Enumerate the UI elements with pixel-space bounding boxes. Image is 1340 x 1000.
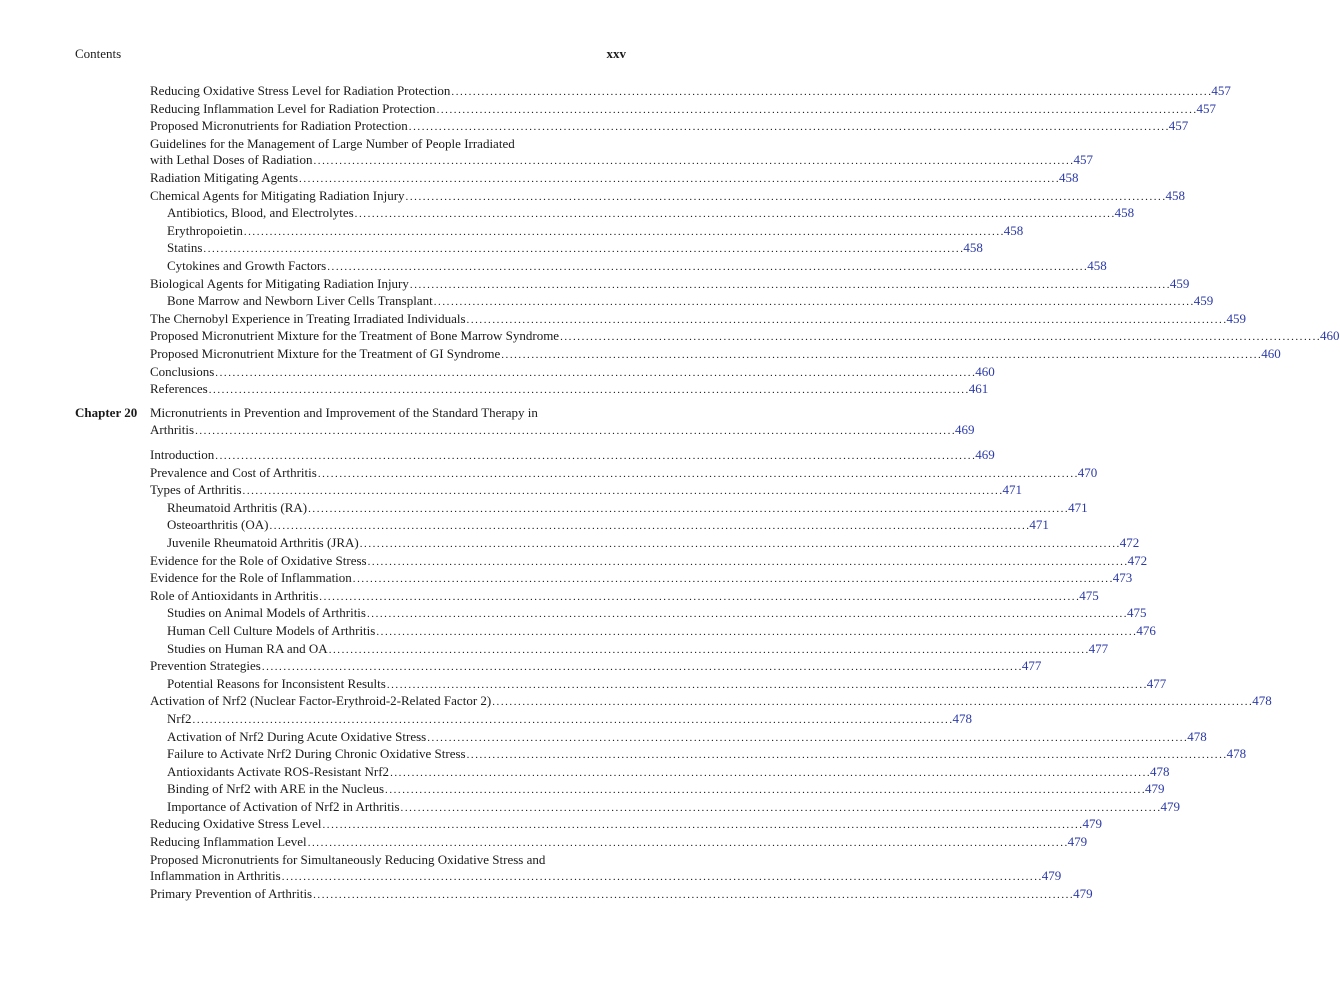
toc-entry <box>150 464 1098 483</box>
toc-entry-row[interactable] <box>150 345 1281 364</box>
toc-entry-page-link[interactable]: 478 <box>952 710 973 726</box>
dot-leader <box>451 83 1210 101</box>
toc-entry-page-link[interactable]: 475 <box>1079 587 1099 603</box>
toc-entry-text: Potential Reasons for Inconsistent Results <box>167 675 386 691</box>
toc-entry-page-link[interactable]: 471 <box>1029 517 1049 533</box>
dot-leader <box>406 188 1165 206</box>
chapter-title-row[interactable] <box>150 421 975 440</box>
dot-leader <box>353 570 1112 588</box>
dot-leader <box>215 447 974 465</box>
toc-entry-page-link[interactable]: 472 <box>1127 552 1148 568</box>
dot-leader <box>401 799 1160 817</box>
toc-entry-row[interactable] <box>150 275 1190 294</box>
toc-entry-text: Types of Arthritis <box>150 482 242 498</box>
toc-entry-text: Activation of Nrf2 During Acute Oxidative Stress <box>167 728 427 744</box>
toc-entry <box>150 693 1272 711</box>
toc-section-radiation <box>150 83 1340 399</box>
toc-entry-row[interactable] <box>150 240 983 258</box>
dot-leader <box>262 658 1021 676</box>
toc-entry <box>150 257 1107 276</box>
dot-leader <box>501 346 1260 364</box>
toc-entry-row[interactable] <box>150 205 1135 223</box>
toc-entry-page-link[interactable]: 477 <box>1146 675 1167 691</box>
toc-entry-row[interactable] <box>150 710 973 729</box>
dot-leader <box>308 834 1067 852</box>
toc-entry-text: Prevalence and Cost of Arthritis <box>150 464 317 480</box>
toc-entry-text: Proposed Micronutrient Mixture for the Treatment of GI Syndrome <box>150 345 501 361</box>
toc-entry-text: Activation of Nrf2 (Nuclear Factor-Erythroid-2-Related Factor 2) <box>150 693 492 709</box>
toc-entry-text: Introduction <box>150 447 215 462</box>
toc-entry <box>150 83 1231 101</box>
toc-entry-row[interactable] <box>150 328 1340 346</box>
dot-leader <box>193 711 952 729</box>
toc-entry-text: References <box>150 381 208 397</box>
toc-entry <box>150 781 1165 799</box>
dot-leader <box>299 170 1058 188</box>
toc-entry <box>150 482 1022 500</box>
dot-leader <box>368 553 1127 571</box>
toc-entry <box>150 816 1102 834</box>
toc-entry <box>150 447 995 465</box>
toc-entry-page-link[interactable]: 478 <box>1252 693 1272 709</box>
dot-leader <box>467 746 1226 764</box>
toc-entry <box>150 622 1156 641</box>
toc-entry-text: with Lethal Doses of Radiation <box>150 152 313 168</box>
toc-entry-page-link[interactable]: 458 <box>1003 222 1024 238</box>
toc-entry-text: Prevention Strategies <box>150 658 261 674</box>
toc-entry-row[interactable] <box>150 464 1098 483</box>
toc-entry-row[interactable] <box>150 100 1217 119</box>
toc-entry <box>150 381 989 399</box>
toc-entry-page-link[interactable]: 473 <box>1112 570 1133 586</box>
chapter-heading <box>75 405 975 439</box>
dot-leader <box>390 764 1149 782</box>
toc-entry-page-link[interactable]: 458 <box>1114 205 1135 221</box>
toc-entry <box>150 675 1167 694</box>
toc-entry-text: Importance of Activation of Nrf2 in Arthritis <box>167 798 400 814</box>
chapter-title-line2: Arthritis <box>150 421 195 437</box>
toc-entry <box>150 275 1190 294</box>
toc-entry-text: Inflammation in Arthritis <box>150 868 281 884</box>
toc-entry <box>150 640 1109 659</box>
toc-entry-row[interactable] <box>150 763 1170 782</box>
toc-entry-text-line1: Guidelines for the Management of Large Number of People Irradiated <box>150 135 515 151</box>
toc-entry-text: Antioxidants Activate ROS-Resistant Nrf2 <box>167 763 390 779</box>
toc-entry-page-link[interactable]: 469 <box>975 447 995 462</box>
running-head <box>75 46 626 64</box>
toc-entry <box>150 658 1042 676</box>
dot-leader <box>244 223 1003 241</box>
toc-entry-row[interactable] <box>150 834 1088 852</box>
toc-entry-page-link[interactable]: 478 <box>1187 728 1207 744</box>
toc-entry <box>150 570 1133 588</box>
toc-entry-page-link[interactable]: 458 <box>1165 187 1186 203</box>
toc-entry-text: Failure to Activate Nrf2 During Chronic Oxidative Stress <box>167 746 466 762</box>
dot-leader <box>313 152 1072 170</box>
dot-leader <box>360 535 1119 553</box>
toc-entry-text: The Chernobyl Experience in Treating Irradiated Individuals <box>150 310 466 326</box>
toc-entry-text: Studies on Animal Models of Arthritis <box>167 605 366 621</box>
toc-entry-row[interactable] <box>150 499 1088 518</box>
toc-entry-page-link[interactable]: 478 <box>1226 746 1247 762</box>
toc-entry-text: Reducing Inflammation Level for Radiation Protection <box>150 100 436 116</box>
toc-entry-text: Antibiotics, Blood, and Electrolytes <box>167 205 354 221</box>
toc-entry-row[interactable] <box>150 728 1207 747</box>
dot-leader <box>243 482 1002 500</box>
toc-entry <box>150 798 1180 817</box>
dot-leader <box>355 205 1114 223</box>
toc-entry <box>150 363 995 382</box>
toc-entry-page-link[interactable]: 459 <box>1226 310 1246 326</box>
toc-entry-row[interactable] <box>150 816 1102 834</box>
toc-entry-row[interactable] <box>150 640 1109 659</box>
dot-leader <box>308 500 1067 518</box>
toc-entry-row[interactable] <box>150 83 1231 101</box>
toc-entry-page-link[interactable]: 457 <box>1211 83 1231 98</box>
dot-leader <box>560 328 1319 346</box>
toc-entry-page-link[interactable]: 477 <box>1088 640 1109 656</box>
toc-entry-page-link[interactable]: 461 <box>968 381 989 397</box>
toc-entry-page-link[interactable]: 472 <box>1119 534 1140 550</box>
toc-entry <box>150 100 1217 119</box>
dot-leader <box>437 101 1196 119</box>
dot-leader <box>492 693 1251 711</box>
toc-entry <box>150 728 1207 747</box>
toc-entry-row[interactable] <box>150 118 1189 136</box>
dot-leader <box>282 868 1041 886</box>
toc-entry <box>150 746 1247 764</box>
toc-entry-row[interactable] <box>150 746 1247 764</box>
toc-entry-text: Evidence for the Role of Inflammation <box>150 570 352 586</box>
toc-entry-page-link[interactable]: 457 <box>1196 100 1217 116</box>
dot-leader <box>409 118 1168 136</box>
toc-entry-row[interactable] <box>150 587 1099 606</box>
toc-entry-text: Rheumatoid Arthritis (RA) <box>167 499 308 515</box>
chapter-title-line1: Micronutrients in Prevention and Improvement of the Standard Therapy in <box>150 405 538 420</box>
toc-entry <box>150 169 1079 188</box>
toc-entry-row[interactable] <box>150 885 1093 904</box>
dot-leader <box>376 623 1135 641</box>
dot-leader <box>387 676 1146 694</box>
toc-entry <box>150 240 983 258</box>
dot-leader <box>323 816 1082 834</box>
toc-entry-row[interactable] <box>150 658 1042 676</box>
dot-leader <box>327 258 1086 276</box>
toc-entry <box>150 885 1093 904</box>
toc-entry-text: Radiation Mitigating Agents <box>150 169 299 185</box>
toc-entry-text: Reducing Inflammation Level <box>150 834 307 850</box>
toc-entry <box>150 293 1214 311</box>
toc-entry-page-link[interactable]: 457 <box>1168 118 1189 134</box>
toc-entry <box>150 345 1281 364</box>
toc-entry <box>150 310 1246 329</box>
toc-entry-row[interactable] <box>150 169 1079 188</box>
toc-entry-text: Studies on Human RA and OA <box>167 640 328 656</box>
dot-leader <box>467 311 1226 329</box>
toc-entry-page-link[interactable]: 479 <box>1067 834 1088 850</box>
toc-entry-page-link[interactable]: 459 <box>1193 293 1214 309</box>
toc-entry-row[interactable] <box>150 798 1180 817</box>
toc-entry-text: Primary Prevention of Arthritis <box>150 885 313 901</box>
toc-entry-text: Biological Agents for Mitigating Radiation Injury <box>150 275 409 291</box>
toc-entry-page-link[interactable]: 478 <box>1150 763 1170 779</box>
toc-entry-text: Osteoarthritis (OA) <box>167 517 269 533</box>
toc-entry-page-link[interactable]: 477 <box>1021 658 1042 674</box>
toc-entry-page-link[interactable]: 459 <box>1169 275 1190 291</box>
toc-entry <box>150 135 1093 170</box>
dot-leader <box>195 422 954 440</box>
toc-entry-row[interactable] <box>150 187 1186 206</box>
toc-entry-page-link[interactable]: 458 <box>963 240 983 256</box>
toc-entry-text: Nrf2 <box>167 710 192 726</box>
toc-entry <box>150 763 1170 782</box>
toc-entry <box>150 222 1024 241</box>
toc-entry-row[interactable] <box>150 152 1093 170</box>
toc-entry <box>150 552 1148 571</box>
toc-entry-text: Binding of Nrf2 with ARE in the Nucleus <box>167 781 385 797</box>
toc-entry-page-link[interactable]: 479 <box>1082 816 1102 832</box>
dot-leader <box>203 240 962 258</box>
toc-entry-page-link[interactable]: 476 <box>1136 622 1156 638</box>
toc-entry-page-link[interactable]: 479 <box>1073 885 1093 901</box>
dot-leader <box>329 641 1088 659</box>
toc-entry-text: Reducing Oxidative Stress Level for Radiation Protection <box>150 83 451 98</box>
toc-entry <box>150 205 1135 223</box>
toc-entry-row[interactable] <box>150 693 1272 711</box>
toc-entry-text: Human Cell Culture Models of Arthritis <box>167 622 376 638</box>
toc-entry <box>150 605 1147 623</box>
toc-entry-page-link[interactable]: 460 <box>975 363 995 379</box>
toc-entry-row[interactable] <box>150 534 1140 553</box>
toc-entry <box>150 534 1140 553</box>
toc-entry-row[interactable] <box>150 781 1165 799</box>
toc-entry-text: Conclusions <box>150 363 215 379</box>
dot-leader <box>367 605 1126 623</box>
toc-entry-row[interactable] <box>150 447 995 465</box>
toc-entry <box>150 187 1186 206</box>
toc-entry-page-link[interactable]: 479 <box>1041 868 1062 884</box>
toc-entry-page-link[interactable]: 460 <box>1320 328 1340 344</box>
toc-entry-page-link[interactable]: 471 <box>1068 499 1088 515</box>
toc-entry-text: Cytokines and Growth Factors <box>167 257 327 273</box>
toc-entry-row[interactable] <box>150 482 1022 500</box>
toc-entry-page-link[interactable]: 458 <box>1059 169 1079 185</box>
toc-entry-row[interactable] <box>150 517 1049 535</box>
toc-entry-text: Statins <box>167 240 203 256</box>
toc-entry-row[interactable] <box>150 675 1167 694</box>
toc-section-arthritis <box>150 447 1272 903</box>
toc-entry-row[interactable] <box>150 868 1062 886</box>
toc-entry-row[interactable] <box>150 222 1024 241</box>
dot-leader <box>215 364 974 382</box>
toc-entry <box>150 587 1099 606</box>
toc-entry-text: Reducing Oxidative Stress Level <box>150 816 322 832</box>
toc-entry-page-link[interactable]: 470 <box>1077 464 1098 480</box>
dot-leader <box>427 729 1186 747</box>
toc-entry-page-link[interactable]: 479 <box>1144 781 1165 797</box>
toc-entry-page-link[interactable]: 460 <box>1261 345 1281 361</box>
chapter-page-link[interactable]: 469 <box>955 421 975 437</box>
toc-entry-text: Evidence for the Role of Oxidative Stress <box>150 552 367 568</box>
toc-entry <box>150 834 1088 852</box>
toc-entry <box>150 499 1088 518</box>
dot-leader <box>434 293 1193 311</box>
toc-entry-page-link[interactable]: 457 <box>1073 152 1093 168</box>
toc-entry-row[interactable] <box>150 310 1246 329</box>
toc-entry-row[interactable] <box>150 257 1107 276</box>
toc-entry-text-line1: Proposed Micronutrients for Simultaneously Reducing Oxidative Stress and <box>150 851 546 867</box>
dot-leader <box>269 517 1028 535</box>
toc-entry <box>150 710 973 729</box>
toc-entry-row[interactable] <box>150 552 1148 571</box>
dot-leader <box>318 465 1077 483</box>
toc-entry-text: Role of Antioxidants in Arthritis <box>150 587 319 603</box>
running-head-page-number: xxv <box>606 46 626 61</box>
toc-entry-row[interactable] <box>150 570 1133 588</box>
dot-leader <box>313 886 1072 904</box>
toc-entry <box>150 328 1340 346</box>
toc-entry-text: Proposed Micronutrients for Radiation Protection <box>150 118 408 134</box>
toc-entry <box>150 517 1049 535</box>
toc-entry-page-link[interactable]: 471 <box>1002 482 1022 498</box>
toc-entry-text: Juvenile Rheumatoid Arthritis (JRA) <box>167 534 359 550</box>
toc-entry <box>150 851 1062 886</box>
toc-entry <box>150 118 1189 136</box>
dot-leader <box>410 276 1169 294</box>
toc-entry-text: Bone Marrow and Newborn Liver Cells Transplant <box>167 293 433 309</box>
toc-entry-row[interactable] <box>150 622 1156 641</box>
dot-leader <box>385 781 1144 799</box>
toc-entry-page-link[interactable]: 475 <box>1126 605 1147 621</box>
chapter-label: Chapter 20 <box>75 405 138 420</box>
toc-entry-row[interactable] <box>150 363 995 382</box>
toc-entry-text: Proposed Micronutrient Mixture for the Treatment of Bone Marrow Syndrome <box>150 328 560 344</box>
toc-entry-page-link[interactable]: 458 <box>1087 257 1107 273</box>
dot-leader <box>209 381 968 399</box>
dot-leader <box>319 588 1078 606</box>
toc-entry-row[interactable] <box>150 605 1147 623</box>
toc-entry-row[interactable] <box>150 381 989 399</box>
toc-entry-page-link[interactable]: 479 <box>1160 798 1180 814</box>
toc-entry-text: Chemical Agents for Mitigating Radiation Injury <box>150 187 405 203</box>
running-head-title: Contents <box>75 46 122 61</box>
toc-entry-text: Erythropoietin <box>167 222 243 238</box>
toc-entry-row[interactable] <box>150 293 1214 311</box>
